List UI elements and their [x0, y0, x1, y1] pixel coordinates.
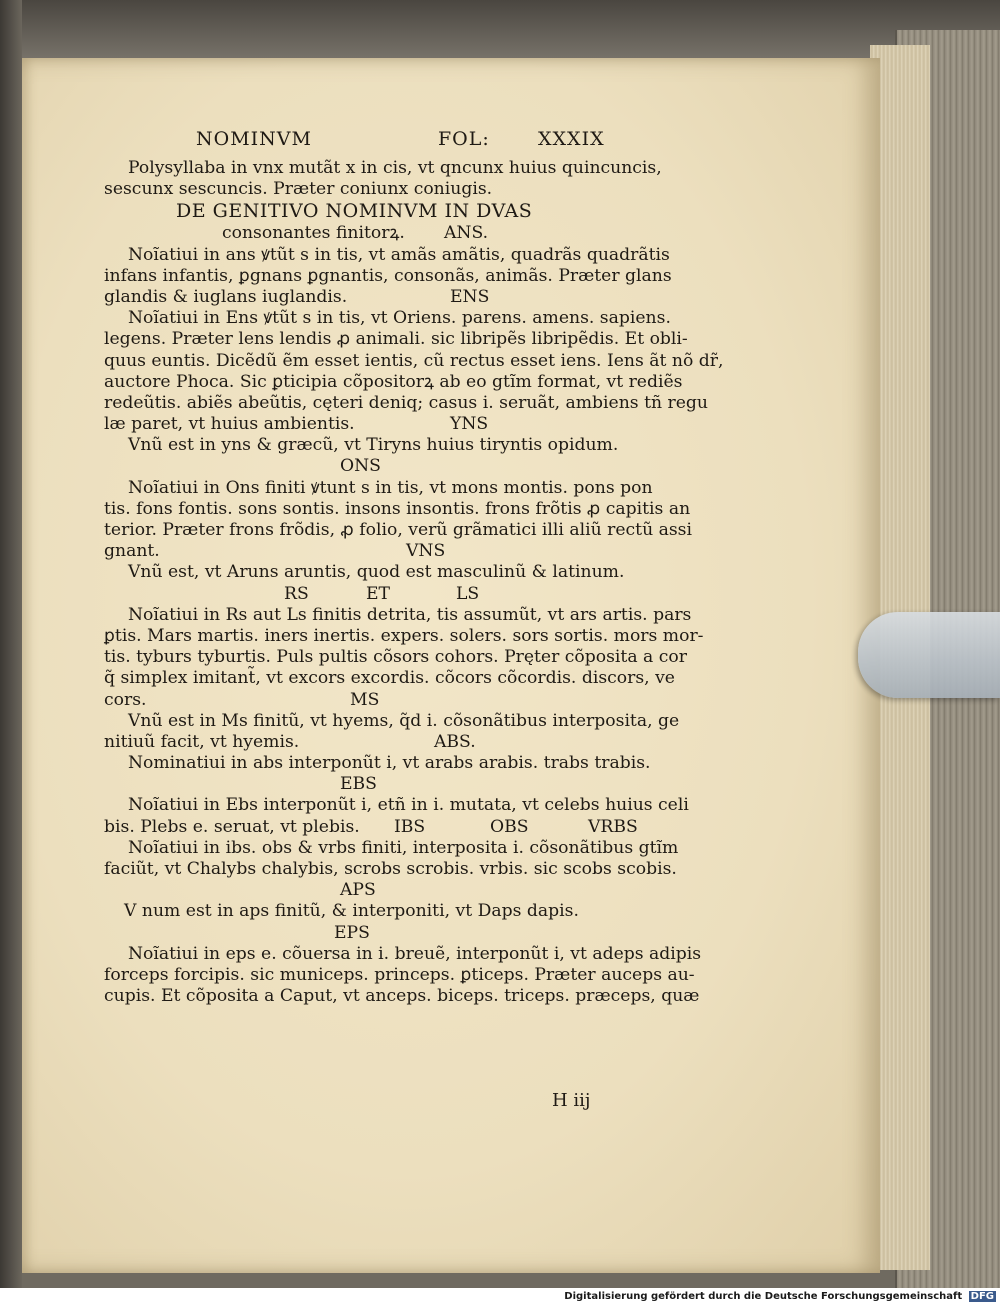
subheading-line — [104, 223, 684, 244]
section-label: ABS. — [434, 731, 476, 752]
text-line: q̃ simplex imitant̃, vt excors excordis. cõcors cõcordis. discors, ve — [104, 668, 675, 689]
text-line: Noĩatiui in Rs aut Ls finitis detrita, tis assumũt, vt ars artis. pars — [128, 604, 692, 625]
text-line: Noĩatiui in eps e. cõuersa in i. breuẽ, interponũt i, vt adeps adipis — [128, 943, 702, 964]
book-cover-left — [0, 0, 22, 1288]
funding-credit-text: Digitalisierung gefördert durch die Deutsche Forschungsgemeinschaft — [564, 1291, 963, 1302]
text-line: Vnũ est, vt Aruns aruntis, quod est masculinũ & latinum. — [128, 562, 625, 583]
text-line: bis. Plebs e. seruat, vt plebis. — [104, 816, 360, 837]
text-line: sescunx sescuncis. Præter coniunx coniugis. — [104, 179, 493, 200]
dfg-logo: DFG — [970, 1291, 994, 1302]
text-line: auctore Phoca. Sic ꝑticipia cõpositorꝝ ab eo gtĩm format, vt rediẽs — [104, 371, 683, 392]
text-line: Polysyllaba in vnx mutãt x in cis, vt qncunx huius quincuncis, — [128, 158, 662, 178]
section-label: ET — [366, 583, 391, 604]
text-line: Nominatiui in abs interponũt i, vt arabs arabis. trabs trabis. — [128, 753, 651, 774]
text-line: forceps forcipis. sic municeps. princeps. ꝑticeps. Præter auceps au- — [104, 964, 695, 985]
section-label: RS — [284, 583, 309, 604]
text-line: Noĩatiui in Ebs interponũt i, etñ in i. mutata, vt celebs huius celi — [128, 795, 689, 816]
section-label: OBS — [490, 816, 529, 837]
text-line: Noĩatiui in ibs. obs & vrbs finiti, interposita i. cõsonãtibus gtĩm — [128, 837, 679, 858]
page-clip — [858, 612, 1000, 698]
text-line-with-label — [104, 732, 684, 753]
section-label: ENS — [450, 286, 490, 307]
text-line: ꝑtis. Mars martis. iners inertis. expers. solers. sors sortis. mors mor- — [104, 625, 704, 646]
text-line: Vnũ est in yns & græcũ, vt Tiryns huius tiryntis opidum. — [128, 435, 619, 456]
text-line: nitiuũ facit, vt hyemis. — [104, 731, 300, 752]
text-line: redeũtis. abiẽs abeũtis, cęteri deniq; casus i. seruãt, ambiens tñ regu — [104, 392, 708, 413]
running-header — [104, 118, 684, 158]
label-row — [104, 584, 684, 605]
signature-mark: H iij — [552, 1090, 591, 1111]
text-line: gnant. — [104, 541, 160, 562]
text-line: Noĩatiui in Ons finiti ꝟtunt s in tis, vt mons montis. pons pon — [128, 477, 653, 498]
header-fol: FOL: — [438, 128, 490, 150]
text-line-with-label — [104, 541, 684, 562]
section-label: YNS — [450, 414, 489, 435]
text-line: legens. Præter lens lendis ꝓ animali. sic libripẽs libripẽdis. Et obli- — [104, 329, 688, 350]
text-line: Noĩatiui in ans ꝟtũt s in tis, vt amãs amãtis, quadrãs quadrãtis — [128, 244, 670, 265]
text-line-with-label — [104, 287, 684, 308]
text-line: tis. fons fontis. sons sontis. insons insontis. frons frõtis ꝓ capitis an — [104, 498, 691, 519]
section-label: LS — [456, 583, 480, 604]
text-line: faciũt, vt Chalybs chalybis, scrobs scrobis. vrbis. sic scobs scobis. — [104, 859, 677, 879]
section-label: ANS. — [444, 223, 489, 244]
text-line: Vnũ est in Ms finitũ, vt hyems, q̃d i. cõsonãtibus interposita, ge — [128, 710, 680, 731]
text-line: cupis. Et cõposita a Caput, vt anceps. biceps. triceps. præceps, quæ — [104, 986, 700, 1007]
section-label: VNS — [406, 541, 446, 562]
text-line: V num est in aps finitũ, & interponiti, vt Daps dapis. — [124, 901, 579, 922]
text-line: glandis & iuglans iuglandis. — [104, 286, 348, 307]
header-folio-number: XXXIX — [538, 128, 605, 150]
section-label: APS — [340, 880, 376, 901]
page-text — [104, 118, 724, 1007]
text-line: Noĩatiui in Ens ꝟtũt s in tis, vt Oriens. parens. amens. sapiens. — [128, 308, 671, 329]
section-heading: DE GENITIVO NOMINVM IN DVAS — [176, 200, 533, 223]
text-line: terior. Præter frons frõdis, ꝓ folio, verũ grãmatici illi aliũ rectũ assi — [104, 520, 692, 540]
text-line: cors. — [104, 689, 147, 710]
text-line: tis. tyburs tyburtis. Puls pultis cõsors cohors. Pręter cõposita a cor — [104, 647, 687, 668]
book-cover-top — [0, 0, 1000, 60]
header-title: NOMINVM — [196, 128, 312, 150]
funding-credit — [564, 1291, 996, 1302]
text-line-with-labels — [104, 817, 684, 838]
section-label: MS — [350, 689, 380, 710]
section-label: EPS — [334, 922, 370, 943]
text-line-with-label — [104, 414, 684, 435]
subheading: consonantes finitorꝝ. — [222, 223, 405, 244]
section-label: VRBS — [588, 816, 638, 837]
text-line: læ paret, vt huius ambientis. — [104, 414, 355, 435]
section-label: IBS — [394, 816, 426, 837]
text-line: quus euntis. Dicẽdũ ẽm esset ientis, cũ rectus esset iens. Iens ãt nõ dr̃, — [104, 350, 724, 371]
text-line-with-label — [104, 690, 684, 711]
section-label: ONS — [340, 456, 381, 477]
section-label: EBS — [340, 774, 377, 795]
text-line: infans infantis, ꝑgnans ꝑgnantis, consonãs, animãs. Præter glans — [104, 265, 672, 286]
